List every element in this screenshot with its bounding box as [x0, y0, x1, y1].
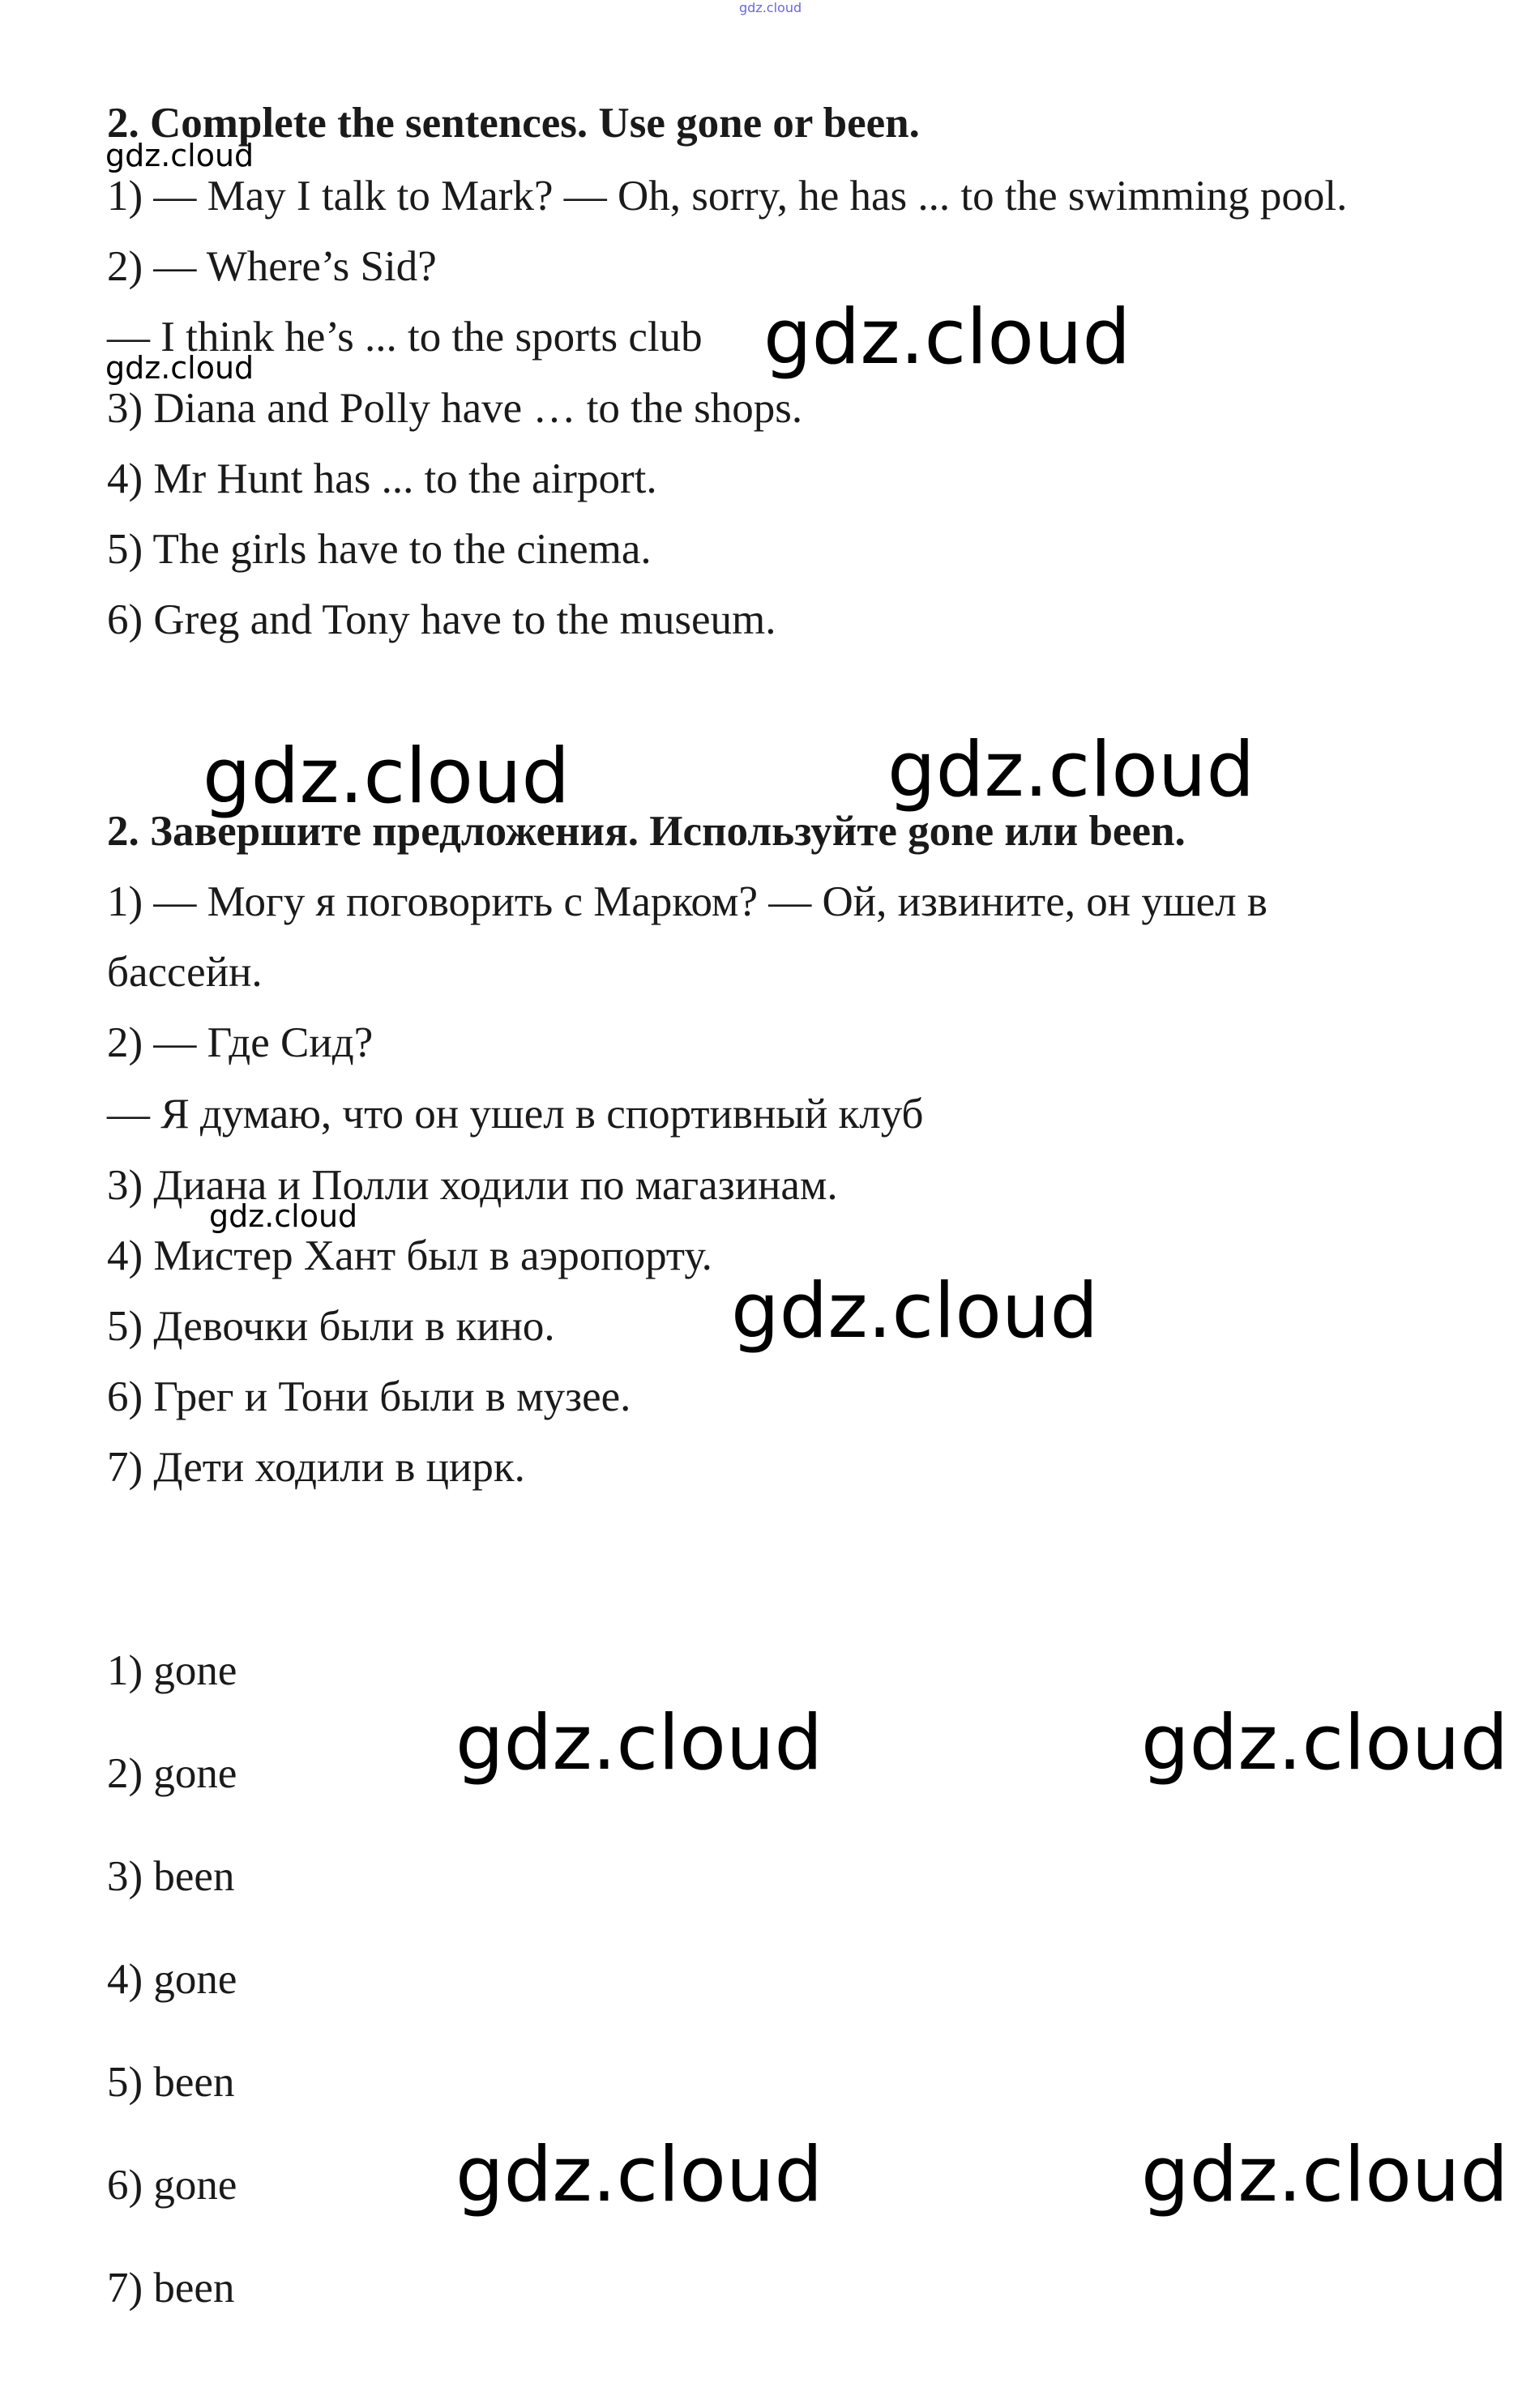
watermark-large: gdz.cloud: [455, 1699, 823, 1787]
english-line-2: 2) — Where’s Sid?: [107, 243, 437, 290]
english-line-6: 5) The girls have to the cinema.: [107, 526, 652, 573]
russian-line-1-cont: бассейн.: [107, 949, 263, 996]
top-watermark: gdz.cloud: [739, 0, 802, 15]
watermark-small: gdz.cloud: [209, 1198, 358, 1234]
watermark-large: gdz.cloud: [731, 1267, 1099, 1356]
answer-6: 6) gone: [107, 2162, 237, 2209]
english-line-7: 6) Greg and Tony have to the museum.: [107, 596, 776, 643]
russian-line-4: 3) Диана и Полли ходили по магазинам.: [107, 1162, 838, 1209]
russian-title: 2. Завершите предложения. Используйте gone или been.: [107, 808, 1186, 855]
english-line-3: — I think he’s ... to the sports club: [107, 314, 703, 361]
russian-line-6: 5) Девочки были в кино.: [107, 1303, 555, 1350]
english-line-1: 1) — May I talk to Mark? — Oh, sorry, he has ... to the swimming pool.: [107, 173, 1348, 220]
russian-line-3: — Я думаю, что он ушел в спортивный клуб: [107, 1091, 924, 1138]
english-line-4: 3) Diana and Polly have … to the shops.: [107, 385, 803, 432]
russian-line-1: 1) — Могу я поговорить с Марком? — Ой, извините, он ушел в: [107, 878, 1268, 925]
watermark-large: gdz.cloud: [887, 726, 1255, 814]
answer-2: 2) gone: [107, 1750, 237, 1797]
russian-line-7: 6) Грег и Тони были в музее.: [107, 1373, 631, 1420]
watermark-large: gdz.cloud: [203, 732, 571, 821]
watermark-small: gdz.cloud: [105, 350, 254, 386]
russian-line-8: 7) Дети ходили в цирк.: [107, 1444, 525, 1491]
answer-1: 1) gone: [107, 1647, 237, 1694]
watermark-large: gdz.cloud: [1141, 2131, 1509, 2219]
watermark-small: gdz.cloud: [105, 138, 254, 173]
russian-line-2: 2) — Где Сид?: [107, 1019, 374, 1066]
russian-line-5: 4) Мистер Хант был в аэропорту.: [107, 1232, 712, 1279]
answer-5: 5) been: [107, 2059, 235, 2106]
watermark-large: gdz.cloud: [763, 293, 1131, 382]
watermark-large: gdz.cloud: [455, 2131, 823, 2219]
watermark-large: gdz.cloud: [1141, 1699, 1509, 1787]
answer-4: 4) gone: [107, 1956, 237, 2003]
answer-3: 3) been: [107, 1853, 235, 1900]
english-line-5: 4) Mr Hunt has ... to the airport.: [107, 455, 657, 502]
english-title: 2. Complete the sentences. Use gone or been.: [107, 100, 920, 147]
answer-7: 7) been: [107, 2265, 235, 2312]
